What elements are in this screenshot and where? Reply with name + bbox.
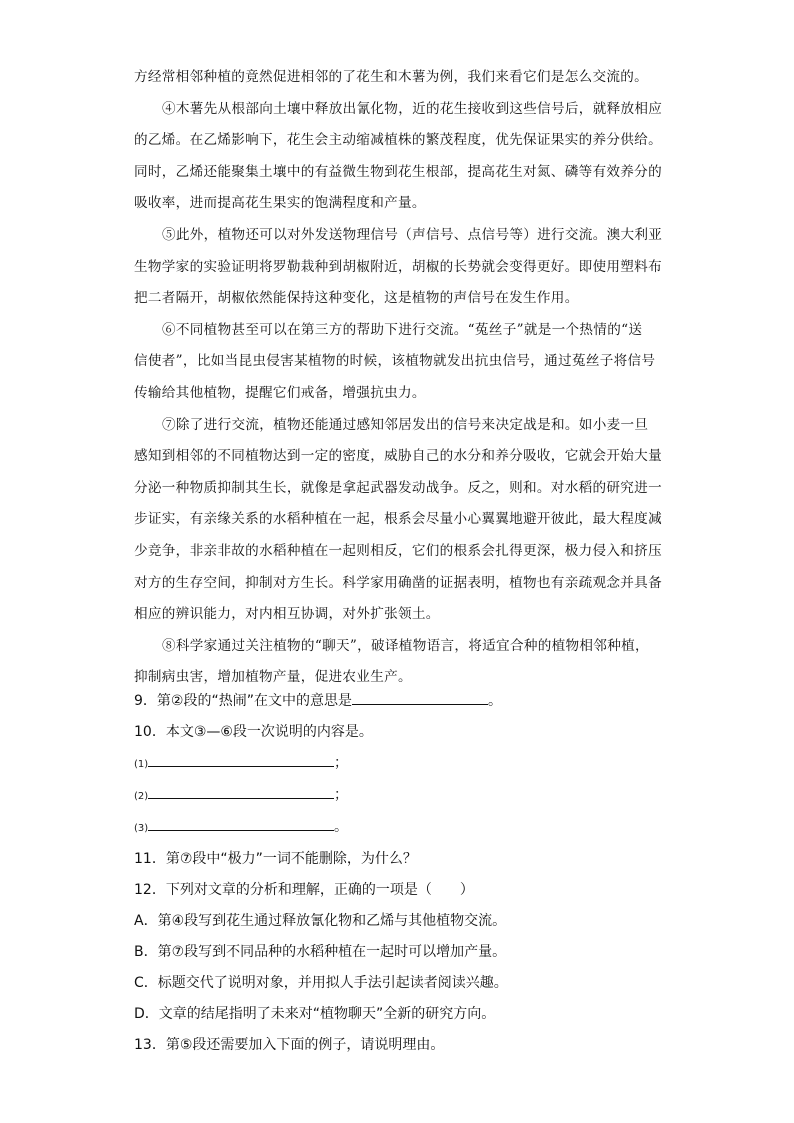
passage-line: 吸收率，进而提高花生果实的饱满程度和产量。 xyxy=(134,195,426,212)
item-number: (3) xyxy=(134,823,149,834)
passage-line: ⑦除了进行交流，植物还能通过感知邻居发出的信号来决定战是和。如小麦一旦 xyxy=(162,416,649,433)
passage-line: 传输给其他植物，提醒它们戒备，增强抗虫力。 xyxy=(134,384,426,401)
reading-passage xyxy=(134,62,664,694)
passage-line: 同时，乙烯还能聚集土壤中的有益微生物到花生根部，提高花生对氮、磷等有效养分的 xyxy=(134,163,662,180)
passage-line: ⑥不同植物甚至可以在第三方的帮助下进行交流。“菟丝子”就是一个热情的“送 xyxy=(162,321,643,338)
question-13: 13．第⑤段还需要加入下面的例子，请说明理由。 xyxy=(134,1037,445,1053)
passage-line: 的乙烯。在乙烯影响下，花生会主动缩减植株的繁茂程度，优先保证果实的养分供给。 xyxy=(134,132,662,149)
passage-line: ④木薯先从根部向土壤中释放出氰化物，近的花生接收到这些信号后，就释放相应 xyxy=(162,100,663,117)
question-section xyxy=(134,686,694,1061)
passage-line: 感知到相邻的不同植物达到一定的密度，威胁自己的水分和养分吸收，它就会开始大量 xyxy=(134,448,662,465)
passage-line: 对方的生存空间，抑制对方生长。科学家用确凿的证据表明，植物也有亲疏观念并具备 xyxy=(134,574,662,591)
passage-line: 生物学家的实验证明将罗勒栽种到胡椒附近，胡椒的长势就会变得更好。即使用塑料布 xyxy=(134,258,662,275)
question-9-text: 9．第②段的“热闹”在文中的意思是 xyxy=(134,693,352,709)
passage-line: 少竞争，非亲非故的水稻种植在一起则相反，它们的根系会扎得更深，极力侵入和挤压 xyxy=(134,542,662,559)
passage-line: 分泌一种物质抑制其生长，就像是拿起武器发动战争。反之，则和。对水稻的研究进一 xyxy=(134,479,662,496)
item-number: (1) xyxy=(134,759,149,770)
passage-line: 信使者”，比如当昆虫侵害某植物的时候，该植物就发出抗虫信号，通过菟丝子将信号 xyxy=(134,353,656,370)
option-a[interactable]: A．第④段写到花生通过释放氰化物和乙烯与其他植物交流。 xyxy=(134,913,507,929)
item-number: (2) xyxy=(134,791,149,802)
passage-line: 抑制病虫害，增加植物产量，促进农业生产。 xyxy=(134,669,412,686)
passage-line: 把二者隔开，胡椒依然能保持这种变化，这是植物的声信号在发生作用。 xyxy=(134,290,579,307)
passage-line: 步证实，有亲缘关系的水稻种植在一起，根系会尽量小心翼翼地避开彼此，最大程度减 xyxy=(134,511,662,528)
question-10-item-3 xyxy=(134,812,694,844)
answer-blank[interactable] xyxy=(148,782,334,799)
answer-blank[interactable] xyxy=(148,750,334,767)
option-c[interactable]: C．标题交代了说明对象，并用拟人手法引起读者阅读兴趣。 xyxy=(134,975,508,991)
passage-line: 相应的辨识能力，对内相互协调，对外扩张领土。 xyxy=(134,606,440,623)
item-end: ； xyxy=(334,787,348,803)
option-d[interactable]: D．文章的结尾指明了未来对“植物聊天”全新的研究方向。 xyxy=(134,1006,496,1022)
question-9 xyxy=(134,686,694,717)
question-12: 12．下列对文章的分析和理解，正确的一项是（ ） xyxy=(134,882,474,898)
option-b[interactable]: B．第⑦段写到不同品种的水稻种植在一起时可以增加产量。 xyxy=(134,944,507,960)
passage-line: 方经常相邻种植的竟然促进相邻的了花生和木薯为例，我们来看它们是怎么交流的。 xyxy=(134,69,649,85)
passage-line: ⑤此外，植物还可以对外发送物理信号（声信号、点信号等）进行交流。澳大利亚 xyxy=(162,226,663,243)
item-end: ； xyxy=(334,755,348,771)
question-10: 10．本文③—⑥段一次说明的内容是。 xyxy=(134,724,373,740)
question-10-item-2 xyxy=(134,780,694,812)
question-11: 11．第⑦段中“极力”一词不能删除，为什么？ xyxy=(134,851,417,867)
answer-blank[interactable] xyxy=(352,688,488,705)
question-9-end: 。 xyxy=(487,693,502,709)
answer-blank[interactable] xyxy=(148,814,334,831)
question-10-item-1 xyxy=(134,748,694,780)
passage-line: ⑧科学家通过关注植物的“聊天”，破译植物语言，将适宜合种的植物相邻种植， xyxy=(162,637,649,654)
item-end: 。 xyxy=(334,819,348,835)
